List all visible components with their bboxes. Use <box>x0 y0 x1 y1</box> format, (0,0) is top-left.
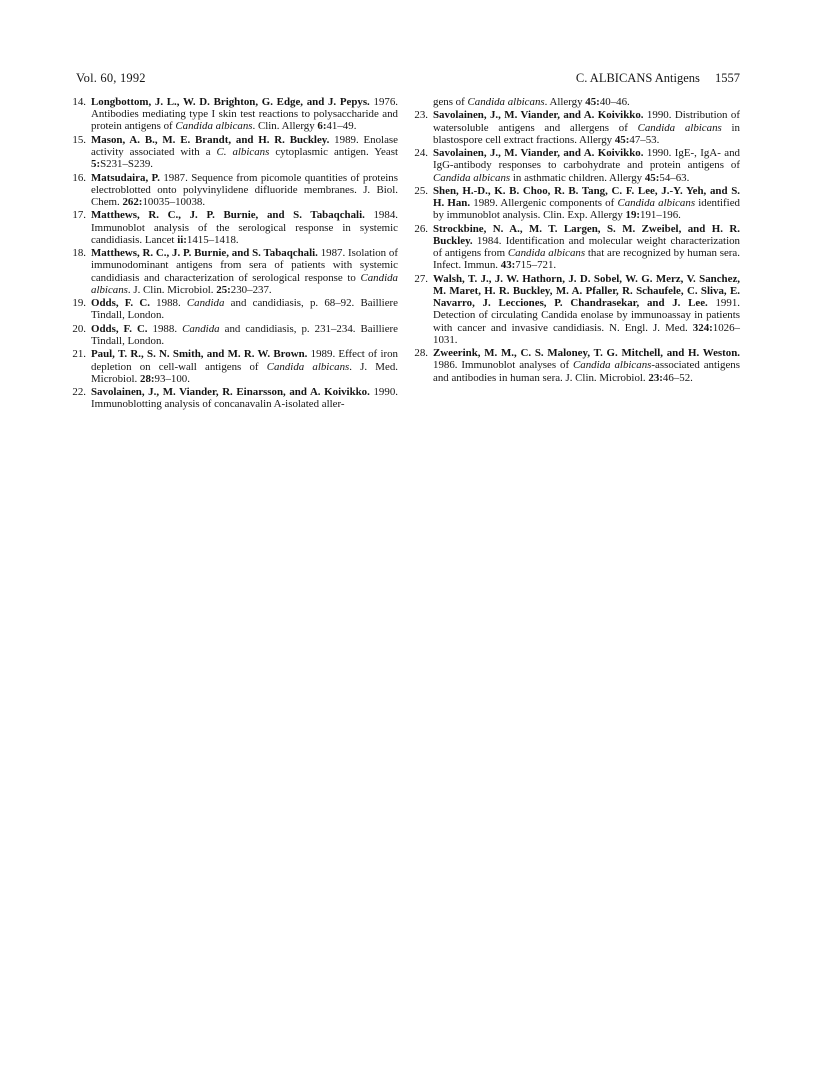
reference-text: 1988. <box>149 297 187 310</box>
reference-entry <box>72 297 398 322</box>
reference-authors: Paul, T. R., S. N. Smith, and M. R. W. Brown. <box>91 348 308 361</box>
reference-number: 25. <box>414 184 428 197</box>
reference-text: 47–53. <box>629 133 660 146</box>
reference-italic-text: Candida albicans <box>467 96 545 108</box>
reference-text: -associated antigens and antibodies in human sera. J. Clin. Microbiol. <box>433 359 740 384</box>
reference-text: 1026–1031. <box>433 321 740 346</box>
reference-volume: 6: <box>317 120 327 133</box>
reference-entry <box>414 147 740 184</box>
reference-text: 1987. Sequence from picomole quantities of proteins electroblotted onto polyvinylidene difluoride membranes. J. Biol. Chem. <box>91 171 398 208</box>
reference-text: 1976. Antibodies mediating type I skin test reactions to polysaccharide and protein antigens of <box>91 96 399 133</box>
reference-number: 19. <box>72 297 86 310</box>
running-header <box>76 71 740 87</box>
reference-number: 27. <box>414 272 428 285</box>
reference-text: 1984. Immunoblot analysis of the serological response in systemic candidiasis. Lancet <box>91 209 398 246</box>
reference-text: 1989. Enolase activity associated with a <box>91 133 398 158</box>
reference-entry <box>72 96 399 133</box>
reference-text: 1991. Detection of circulating Candida enolase by immunoassay in patients with cancer and invasive candidiasis. N. Engl. J. Med. <box>433 297 740 334</box>
reference-italic-text: Candida <box>182 322 220 335</box>
reference-entry <box>72 322 398 347</box>
reference-authors: Matsudaira, P. <box>91 171 160 184</box>
reference-italic-text: Candida albicans <box>507 247 586 260</box>
reference-number: 21. <box>72 348 86 361</box>
reference-entry <box>414 222 740 272</box>
reference-volume: 23: <box>648 371 663 384</box>
reference-authors: Longbottom, J. L., W. D. Brighton, G. Edge, and J. Pepys. <box>91 96 370 108</box>
reference-text: 1415–1418. <box>186 233 239 246</box>
reference-text: 41–49. <box>326 120 357 133</box>
reference-text: . Allergy <box>544 96 586 108</box>
reference-entry <box>72 133 398 171</box>
reference-entry <box>72 209 398 246</box>
reference-entry <box>72 247 398 296</box>
reference-text: that are recognized by human sera. Infect. Immun. <box>433 247 740 272</box>
reference-text: 1987. Isolation of immunodominant antigens from sera of patients with systemic candidiasis and characterization of serological response to <box>91 247 398 284</box>
reference-authors: Odds, F. C. <box>91 297 150 310</box>
reference-authors: Matthews, R. C., J. P. Burnie, and S. Tabaqchali. <box>91 247 318 260</box>
reference-italic-text: Candida albicans <box>433 171 511 184</box>
references-right-column <box>414 96 740 385</box>
reference-text: 1990. Distribution of watersoluble antigens and allergens of <box>433 109 740 134</box>
reference-italic-text: Candida <box>186 297 225 310</box>
reference-authors: Mason, A. B., M. E. Brandt, and H. R. Buckley. <box>91 133 330 146</box>
reference-volume: ii: <box>177 233 187 246</box>
reference-number: 24. <box>414 147 428 160</box>
reference-italic-text: Candida albicans <box>573 359 652 372</box>
reference-authors: Strockbine, N. A., M. T. Largen, S. M. Zweibel, and H. R. Buckley. <box>433 222 740 247</box>
reference-entry <box>72 386 398 411</box>
reference-italic-text: Candida albicans <box>637 121 722 134</box>
reference-entry <box>72 348 398 385</box>
reference-text: 1990. IgE-, IgA- and IgG-antibody responses to carbohydrate and protein antigens of <box>433 147 740 172</box>
reference-number: 20. <box>72 322 86 335</box>
reference-italic-text: Candida albicans <box>175 120 253 133</box>
reference-number: 14. <box>72 96 86 108</box>
reference-volume: 45: <box>614 133 630 146</box>
reference-number: 23. <box>414 109 428 122</box>
reference-volume: 19: <box>625 209 641 222</box>
reference-text: 54–63. <box>659 171 690 184</box>
reference-number: 18. <box>72 247 86 260</box>
reference-entry <box>414 272 740 346</box>
reference-text: 93–100. <box>154 372 190 385</box>
reference-authors: Savolainen, J., M. Viander, and A. Koivikko. <box>433 147 644 160</box>
reference-text: 230–237. <box>230 283 272 296</box>
reference-number: 16. <box>72 171 86 184</box>
reference-text: S231–S239. <box>100 158 154 171</box>
reference-italic-text: C. albicans <box>216 146 270 158</box>
journal-volume: Vol. 60, 1992 <box>76 71 146 85</box>
reference-volume: 25: <box>216 283 231 296</box>
reference-authors: Odds, F. C. <box>91 322 148 335</box>
reference-text: 1986. Immunoblot analyses of <box>433 359 574 372</box>
reference-authors: Savolainen, J., M. Viander, R. Einarsson, and A. Koivikko. <box>91 386 370 399</box>
reference-text: 10035–10038. <box>142 196 206 208</box>
reference-authors: Shen, H.-D., K. B. Choo, R. B. Tang, C. F. Lee, J.-Y. Yeh, and S. H. Han. <box>433 184 740 210</box>
reference-text: 40–46. <box>599 96 630 108</box>
reference-volume: 45: <box>585 96 600 108</box>
reference-text: and candidiasis, p. 68–92. Bailliere Tindall, London. <box>91 297 398 322</box>
reference-authors: Zweerink, M. M., C. S. Maloney, T. G. Mitchell, and H. Weston. <box>433 347 740 360</box>
reference-text: in blastospore cell extract fractions. Allergy <box>433 121 740 146</box>
reference-text: 46–52. <box>662 371 693 384</box>
reference-text: . J. Med. Microbiol. <box>91 360 398 385</box>
reference-number: 28. <box>414 347 428 360</box>
reference-text: gens of <box>433 96 468 108</box>
header-right <box>576 71 740 86</box>
reference-number: 22. <box>72 386 86 399</box>
reference-number: 17. <box>72 209 86 222</box>
reference-text: 1989. Effect of iron depletion on cell-wall antigens of <box>91 348 398 373</box>
reference-text: . Clin. Allergy <box>252 120 318 133</box>
reference-italic-text: Candida albicans <box>617 197 696 210</box>
reference-text: 1984. Identification and molecular weight characterization of antigens from <box>433 234 740 260</box>
reference-text: 1989. Allergenic components of <box>470 197 618 210</box>
reference-text: and candidiasis, p. 231–234. Bailliere Tindall, London. <box>91 322 398 347</box>
reference-entry <box>414 347 740 384</box>
reference-italic-text: Candida albicans <box>266 360 350 373</box>
reference-volume: 324: <box>692 321 713 334</box>
reference-volume: 5: <box>91 158 101 171</box>
reference-text: identified by immunoblot analysis. Clin. Exp. Allergy <box>433 197 740 222</box>
reference-volume: 262: <box>122 196 143 208</box>
running-title: C. ALBICANS Antigens <box>575 71 700 85</box>
reference-text: 1988. <box>147 322 183 335</box>
reference-authors: Matthews, R. C., J. P. Burnie, and S. Tabaqchali. <box>91 209 365 222</box>
reference-number: 15. <box>72 133 86 146</box>
reference-text: . J. Clin. Microbiol. <box>127 283 217 296</box>
reference-volume: 45: <box>644 171 660 184</box>
reference-text: in asthmatic children. Allergy <box>510 171 645 184</box>
reference-entry <box>414 184 740 222</box>
references-left-column <box>72 96 399 412</box>
reference-text: 191–196. <box>640 209 681 222</box>
reference-text: 1990. Immunoblotting analysis of concanavalin A-isolated aller- <box>91 386 398 411</box>
reference-authors: Savolainen, J., M. Viander, and A. Koivikko. <box>433 109 644 122</box>
reference-number: 26. <box>414 222 428 235</box>
reference-entry <box>414 109 740 146</box>
reference-entry <box>72 171 398 209</box>
reference-volume: 28: <box>140 372 155 385</box>
page-number: 1557 <box>715 71 740 85</box>
reference-volume: 43: <box>500 259 516 272</box>
reference-text: cytoplasmic antigen. Yeast <box>269 146 398 158</box>
reference-authors: Walsh, T. J., J. W. Hathorn, J. D. Sobel, W. G. Merz, V. Sanchez, M. Maret, H. R. Buckley, M. A. Pfaller, R. Schaufele, C. Sliva, E. Navarro, J. Lecciones, P. Chandrasekar, and J. Lee. <box>433 272 740 310</box>
reference-text: 715–721. <box>515 259 557 272</box>
reference-entry <box>418 96 740 108</box>
reference-italic-text: Candida albicans <box>91 271 398 296</box>
